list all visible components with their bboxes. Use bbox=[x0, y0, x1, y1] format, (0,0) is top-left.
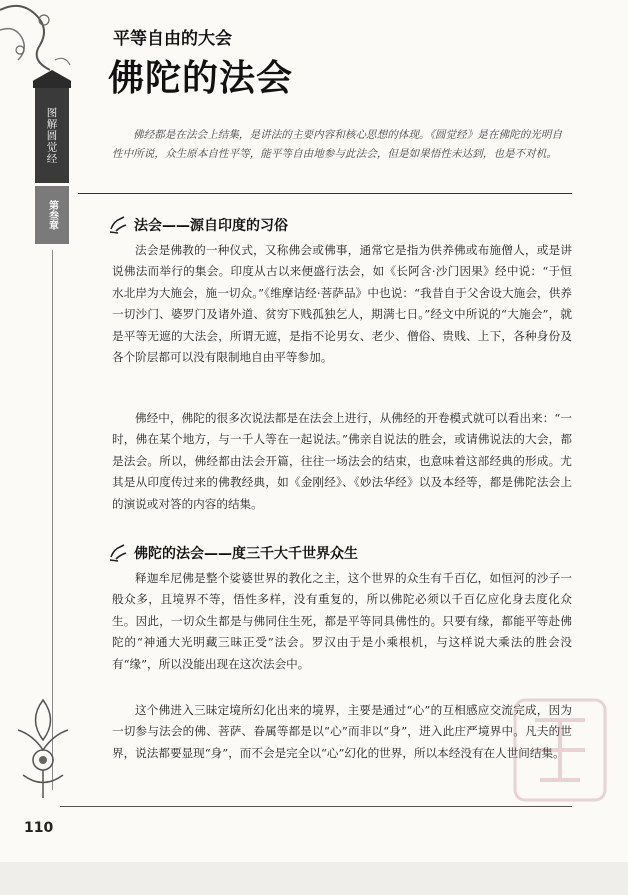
hand-pointer-icon bbox=[108, 215, 130, 235]
body-paragraph: 释迦牟尼佛是整个娑婆世界的教化之主，这个世界的众生有千百亿，如恒河的沙子一般众多，且境界不等，悟性多样，没有重复的，所以佛陀必须以千百亿应化身去度化众生。因此，一切众生都是与佛同住生死，都是平等同具佛性的。只要有缘，都能平等赴佛陀的“神通大光明藏三昧正受”法会。罗汉由于是小乘根机，与这样说大乘法的胜会没有“缘”，所以没能出现在这次法会中。 bbox=[112, 571, 572, 671]
section-divider bbox=[78, 193, 572, 194]
watermark-seal-icon bbox=[505, 690, 615, 810]
body-paragraph: 佛经中，佛陀的很多次说法都是在法会上进行，从佛经的开卷模式就可以看出来：“一时，佛在某个地方，与一千人等在一起说法。”佛亲自说法的胜会，或请佛说法的大会，都是法会。所以，佛经都由法会开篇，往往一场法会的结束，也意味着这部经典的形成。尤其是从印度传过来的佛教经典，如《金刚经》、《妙法华经》以及本经等，都是佛陀法会上的演说或对答的内容的结集。 bbox=[112, 411, 572, 511]
body-paragraph: 这个佛进入三昧定境所幻化出来的境界，主要是通过“心”的互相感应交流完成，因为一切参与法会的佛、菩萨、眷属等都是以“心”而非以“身”，进入此庄严境界中。凡夫的世界，说法都要显现“身”，而不会是完全以“心”幻化的世界，所以本经没有在人世间结集。 bbox=[112, 703, 572, 760]
tab-cap-ornament bbox=[33, 70, 71, 88]
section-heading-text: 法会——源自印度的习俗 bbox=[134, 218, 288, 234]
hand-pointer-icon bbox=[108, 543, 130, 563]
page-number: 110 bbox=[24, 820, 54, 836]
chapter-label: 第叁章 bbox=[35, 186, 69, 244]
footer-rule bbox=[60, 806, 572, 807]
intro-paragraph: 佛经都是在法会上结集，是讲法的主要内容和核心思想的体现。《圆觉经》是在佛陀的光明自性中所说，众生原本自性平等，能平等自由地参与此法会，但是如果悟性未达到，也是不对机。 bbox=[112, 129, 563, 160]
page-subtitle: 平等自由的大会 bbox=[113, 29, 232, 49]
lotus-ornament-icon bbox=[8, 690, 78, 800]
page-title: 佛陀的法会 bbox=[108, 58, 294, 99]
chapter-side-tab bbox=[33, 70, 71, 250]
book-name-label: 图解圆觉经 bbox=[35, 88, 69, 183]
section-heading-1 bbox=[108, 215, 288, 235]
scan-bottom-strip bbox=[0, 862, 628, 895]
section-heading-2 bbox=[108, 543, 358, 563]
body-paragraph: 法会是佛教的一种仪式，又称佛会或佛事，通常它是指为供养佛或布施僧人，或是讲说佛法而举行的集会。印度从古以来便盛行法会，如《长阿含·沙门因果》经中说：“于恒水北岸为大施会，施一切众。”《维摩诘经·菩萨品》中也说：“我昔自于父舍设大施会，供养一切沙门、婆罗门及诸外道、贫穷下贱孤独乞人，期满七日。”经文中所说的“大施会”，就是平等无遮的大法会，所谓无遮，是指不论男女、老少、僧俗、贵贱、上下，各种身份及各个阶层都可以没有限制地自由平等参加。 bbox=[112, 243, 572, 365]
section-heading-text: 佛陀的法会——度三千大千世界众生 bbox=[134, 546, 358, 562]
cloud-ornament-icon bbox=[0, 0, 80, 80]
